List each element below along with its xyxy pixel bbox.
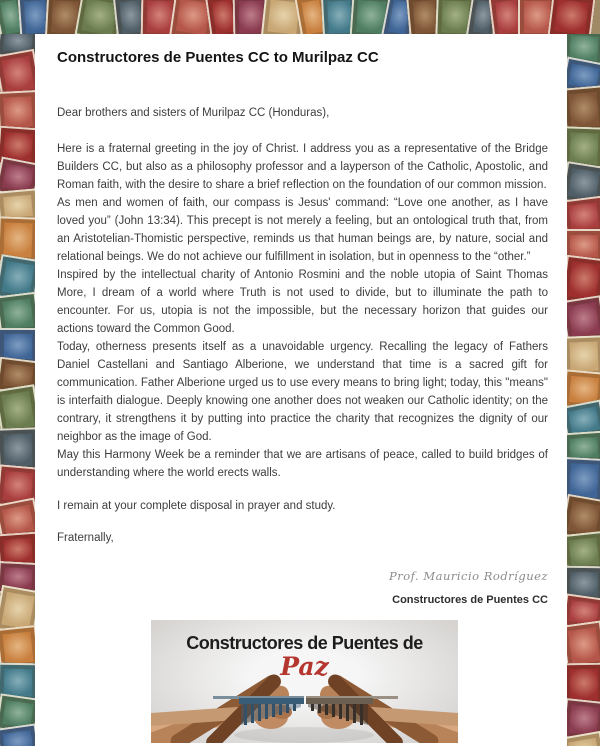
stamp-border-top <box>0 0 600 34</box>
letter-title: Constructores de Puentes CC to Murilpaz CC <box>57 49 379 66</box>
closing-line: I remain at your complete disposal in prayer and study. <box>57 500 336 512</box>
letter-document <box>35 34 567 746</box>
bridge-builders-image <box>151 620 458 743</box>
paragraph-utopia: Inspired by the intellectual charity of Antonio Rosmini and the noble utopia of Saint Thomas More, I dream of a world where Truth is not used to divide, but to illuminate the path to encounter. For us, utopia is not the impossible, but the necessary horizon that guides our actions toward the Common Good. <box>57 269 548 335</box>
footer-image-paz-text: Paz <box>280 652 329 681</box>
stamp-border-left <box>0 0 35 746</box>
stamp-border-right <box>567 0 600 746</box>
paragraph-harmony: May this Harmony Week be a reminder that we are artisans of peace, called to build bridges of understanding where the world erects walls. <box>57 449 548 479</box>
postage-stamp <box>0 723 35 746</box>
paragraph-command: As men and women of faith, our compass is Jesus' command: “Love one another, as I have loved you” (John 13:34). This precept is not merely a feeling, but an ontological truth that, from an Aristotelian-Thomistic perspective, reminds us that human beings are, by nature, social and relational beings. We do not achieve our fulfillment in isolation, but in openness to the “other.” <box>57 197 548 263</box>
salutation: Dear brothers and sisters of Murilpaz CC (Honduras), <box>57 107 330 119</box>
valediction: Fraternally, <box>57 532 114 544</box>
paragraph-greeting: Here is a fraternal greeting in the joy of Christ. I address you as a representative of the Bridge Builders CC, but also as a philosophy professor and a layperson of the Catholic, Apostolic, and Roman faith, with the desire to share a brief reflection on the foundation of our common mission. <box>57 143 548 191</box>
signature-organization: Constructores de Puentes CC <box>392 594 548 606</box>
postage-stamp <box>547 0 595 34</box>
letter-body <box>57 140 548 482</box>
signature-name: Prof. Mauricio Rodríguez <box>389 569 548 583</box>
paragraph-otherness: Today, otherness presents itself as a unavoidable urgency. Recalling the legacy of Fathers Daniel Castellani and Santiago Alberione, we understand that time is a sacred gift for communication. Father Alberione urged us to use every means to bring light; today, this "means" is interfaith dialogue. Deeply knowing one another does not weaken our Catholic identity; on the contrary, it strengthens it by putting into practice the charity that recognizes the dignity of our neighbor as the image of God. <box>57 341 548 443</box>
footer-image-title: Constructores de Puentes de <box>186 633 423 653</box>
hands-bridge-illustration <box>151 673 458 743</box>
